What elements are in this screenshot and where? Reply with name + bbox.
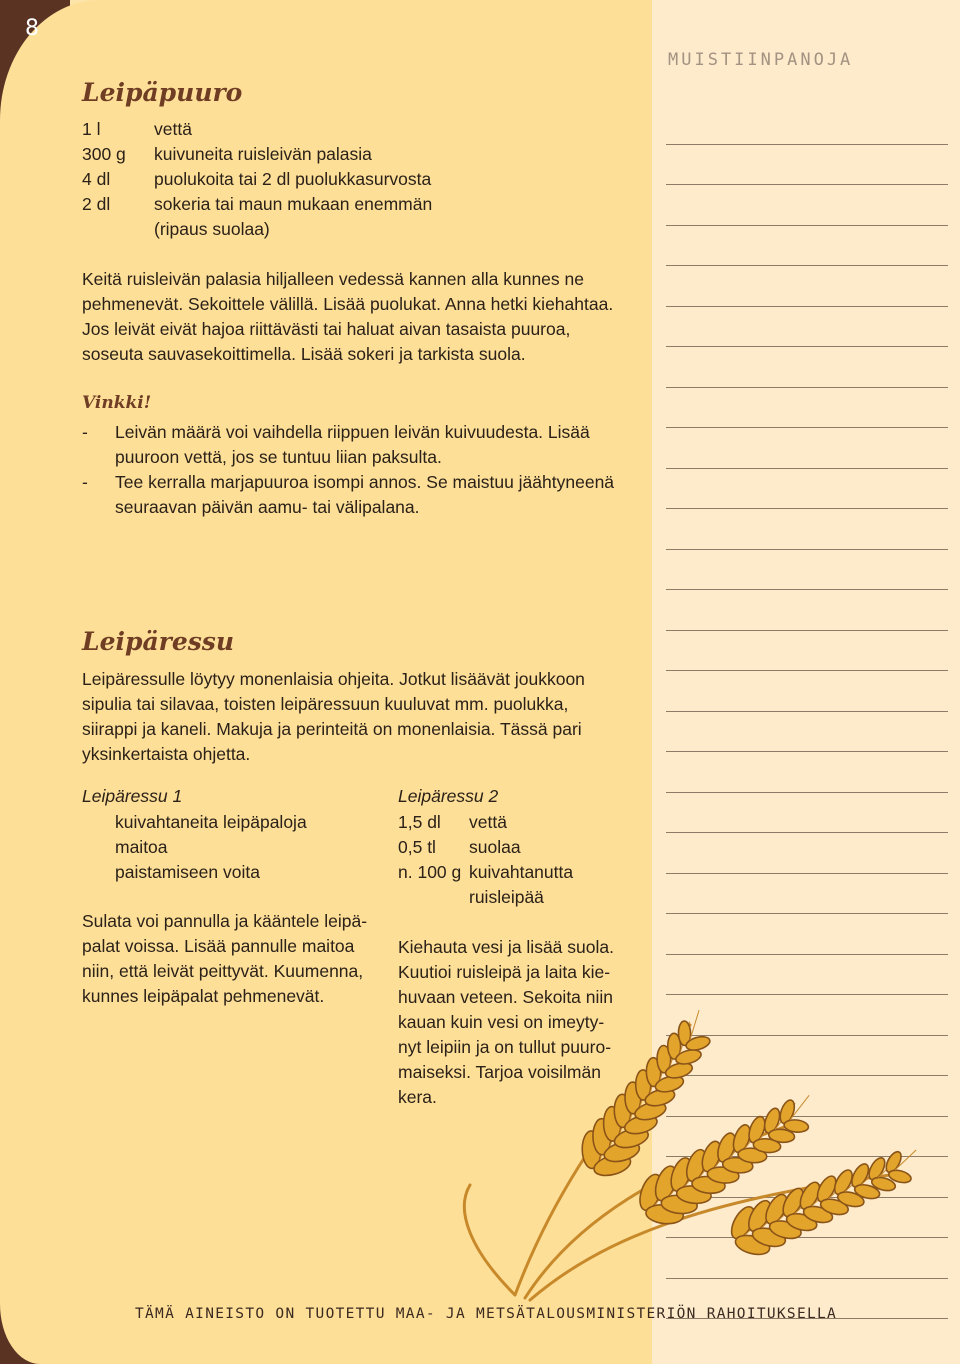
instruction-line: kera. [398, 1087, 437, 1107]
instruction-line: nyt leipiin ja on tullut puuro- [398, 1037, 612, 1057]
ingredient-item: vettä [154, 119, 192, 139]
ingredient-item: suolaa [469, 837, 521, 857]
instruction-line: Kiehauta vesi ja lisää suola. [398, 937, 614, 957]
ingredient-item: maitoa [115, 837, 168, 857]
recipe1-title: Leipäpuuro [82, 78, 243, 107]
ingredient-item: kuivahtaneita leipäpaloja [115, 812, 307, 832]
ingredient-item: ruisleipää [469, 887, 544, 907]
ingredient-item: kuivahtanutta [469, 862, 574, 882]
recipe2-title: Leipäressu [82, 627, 235, 656]
ingredient-amount: 0,5 tl [398, 837, 436, 857]
instruction-line: Kuutioi ruisleipä ja laita kie- [398, 962, 611, 982]
page-number: 8 [25, 16, 39, 41]
ingredient-amount: 300 g [82, 144, 126, 164]
instruction-line: Sulata voi pannulla ja kääntele leipä- [82, 911, 368, 931]
ingredient-amount: 1 l [82, 119, 101, 139]
instruction-line: niin, että leivät peittyvät. Kuumenna, [82, 961, 364, 981]
ingredient-amount: 1,5 dl [398, 812, 441, 832]
ingredient-amount: 4 dl [82, 169, 111, 189]
tip-dash: - [82, 472, 88, 492]
variant2-title: Leipäressu 2 [398, 786, 499, 806]
funding-footer: TÄMÄ AINEISTO ON TUOTETTU MAA- JA METSÄTALOUSMINISTERIÖN RAHOITUKSELLA [135, 1306, 838, 1322]
tip-text: puuroon vettä, jos se tuntuu liian paksulta. [115, 447, 442, 467]
instruction-line: pehmenevät. Sekoittele välillä. Lisää puolukat. Anna hetki kiehahtaa. [82, 294, 614, 314]
instruction-line: huvaan veteen. Sekoita niin [398, 987, 614, 1007]
tip-dash: - [82, 422, 88, 442]
tip-title: Vinkki! [82, 393, 152, 413]
tip-text: Tee kerralla marjapuuroa isompi annos. Se maistuu jäähtyneenä [115, 472, 615, 492]
ingredient-item: puolukoita tai 2 dl puolukkasurvosta [154, 169, 432, 189]
instruction-line: kauan kuin vesi on imeyty- [398, 1012, 605, 1032]
wheat-ears [582, 1010, 916, 1258]
ingredient-amount: 2 dl [82, 194, 111, 214]
ingredient-item: kuivuneita ruisleivän palasia [154, 144, 372, 164]
intro-line: sipulia tai silavaa, toisten leipäressuun kuuluvat mm. puolukka, [82, 694, 569, 714]
ingredient-amount: n. 100 g [398, 862, 462, 882]
instruction-line: kunnes leipäpalat pehmenevät. [82, 986, 325, 1006]
intro-line: Leipäressulle löytyy monenlaisia ohjeita. Jotkut lisäävät joukkoon [82, 669, 585, 689]
ingredient-item: paistamiseen voita [115, 862, 260, 882]
instruction-line: Keitä ruisleivän palasia hiljalleen vedessä kannen alla kunnes ne [82, 269, 584, 289]
notes-title: MUISTIINPANOJA [668, 50, 854, 70]
instruction-line: maiseksi. Tarjoa voisilmän [398, 1062, 601, 1082]
instruction-line: soseuta sauvasekoittimella. Lisää sokeri ja tarkista suola. [82, 344, 526, 364]
intro-line: siirappi ja kaneli. Makuja ja perinteitä on monenlaisia. Tässä pari [82, 719, 582, 739]
ingredient-item: sokeria tai maun mukaan enemmän [154, 194, 433, 214]
ingredient-item: vettä [469, 812, 507, 832]
variant1-title: Leipäressu 1 [82, 786, 183, 806]
instruction-line: palat voissa. Lisää pannulle maitoa [82, 936, 355, 956]
intro-line: yksinkertaista ohjetta. [82, 744, 251, 764]
tip-text: seuraavan päivän aamu- tai välipalana. [115, 497, 420, 517]
ingredient-item: (ripaus suolaa) [154, 219, 270, 239]
instruction-line: Jos leivät eivät hajoa riittävästi tai haluat aivan tasaista puuroa, [82, 319, 571, 339]
tip-text: Leivän määrä voi vaihdella riippuen leivän kuivuudesta. Lisää [115, 422, 590, 442]
